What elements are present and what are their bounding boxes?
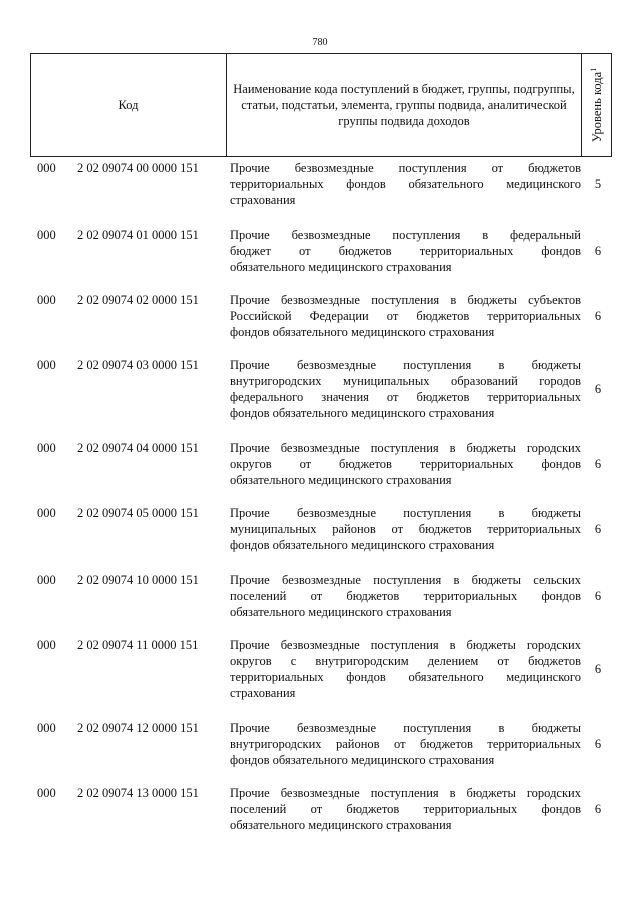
row-admin-code: 000 bbox=[37, 228, 56, 242]
row-code: 2 02 09074 00 0000 151 bbox=[77, 161, 199, 175]
row-level: 6 bbox=[594, 244, 602, 258]
table-row bbox=[30, 572, 612, 620]
row-name-line: Прочие безвозмездные поступления в бюджеты субъектов bbox=[230, 293, 581, 307]
row-name bbox=[230, 505, 581, 553]
table-row bbox=[30, 785, 612, 833]
row-level: 6 bbox=[594, 662, 602, 676]
row-admin-code: 000 bbox=[37, 358, 56, 372]
row-name-line: территориальных фондов обязательного медицинского bbox=[230, 177, 581, 191]
row-name bbox=[230, 440, 581, 488]
header-kod: Код bbox=[31, 54, 227, 156]
row-admin-code: 000 bbox=[37, 786, 56, 800]
row-name-line: внутригородских районов от бюджетов территориальных bbox=[230, 737, 581, 751]
row-admin-code: 000 bbox=[37, 293, 56, 307]
table-row bbox=[30, 720, 612, 768]
row-admin-code: 000 bbox=[37, 638, 56, 652]
row-level: 6 bbox=[594, 589, 602, 603]
row-name bbox=[230, 357, 581, 421]
row-name-line: муниципальных районов от бюджетов территориальных bbox=[230, 522, 581, 536]
row-name-line: страхования bbox=[230, 193, 296, 207]
row-code: 2 02 09074 02 0000 151 bbox=[77, 293, 199, 307]
row-level: 6 bbox=[594, 737, 602, 751]
row-name-line: поселений от бюджетов территориальных фондов bbox=[230, 589, 581, 603]
table-row bbox=[30, 637, 612, 701]
row-admin-code: 000 bbox=[37, 721, 56, 735]
row-name bbox=[230, 292, 581, 340]
header-name: Наименование кода поступлений в бюджет, группы, подгруппы, статьи, подстатьи, элемента, группы подвида, аналитической группы подвида доходов bbox=[227, 54, 582, 156]
row-name-line: фондов обязательного медицинского страхования bbox=[230, 753, 495, 767]
table-header bbox=[30, 53, 612, 157]
row-name-line: бюджет от бюджетов территориальных фондов bbox=[230, 244, 581, 258]
row-name-line: Прочие безвозмездные поступления в бюджеты городских bbox=[230, 441, 581, 455]
table-row bbox=[30, 160, 612, 208]
row-code: 2 02 09074 05 0000 151 bbox=[77, 506, 199, 520]
row-level: 6 bbox=[594, 802, 602, 816]
page-number: 780 bbox=[312, 37, 328, 48]
row-level: 6 bbox=[594, 457, 602, 471]
header-level-label: Уровень кода bbox=[589, 71, 604, 143]
row-name-line: Прочие безвозмездные поступления от бюджетов bbox=[230, 161, 581, 175]
table-row bbox=[30, 227, 612, 275]
row-name-line: поселений от бюджетов территориальных фондов bbox=[230, 802, 581, 816]
header-level-footnote: 1 bbox=[588, 67, 598, 72]
row-name-line: Прочие безвозмездные поступления в бюджеты bbox=[230, 721, 581, 735]
row-code: 2 02 09074 03 0000 151 bbox=[77, 358, 199, 372]
header-level bbox=[582, 54, 611, 156]
row-code: 2 02 09074 01 0000 151 bbox=[77, 228, 199, 242]
row-code: 2 02 09074 11 0000 151 bbox=[77, 638, 199, 652]
row-code: 2 02 09074 13 0000 151 bbox=[77, 786, 199, 800]
row-admin-code: 000 bbox=[37, 573, 56, 587]
table-row bbox=[30, 292, 612, 340]
table-row bbox=[30, 505, 612, 553]
row-name-line: федерального значения от бюджетов территориальных bbox=[230, 390, 581, 404]
row-name-line: страхования bbox=[230, 686, 296, 700]
row-level: 6 bbox=[594, 309, 602, 323]
row-name-line: обязательного медицинского страхования bbox=[230, 605, 452, 619]
row-name-line: Прочие безвозмездные поступления в федеральный bbox=[230, 228, 581, 242]
row-name-line: обязательного медицинского страхования bbox=[230, 473, 452, 487]
row-name-line: обязательного медицинского страхования bbox=[230, 818, 452, 832]
row-name bbox=[230, 720, 581, 768]
row-name-line: обязательного медицинского страхования bbox=[230, 260, 452, 274]
row-level: 6 bbox=[594, 382, 602, 396]
row-name-line: округов от бюджетов территориальных фондов bbox=[230, 457, 581, 471]
row-name-line: фондов обязательного медицинского страхования bbox=[230, 406, 495, 420]
row-code: 2 02 09074 12 0000 151 bbox=[77, 721, 199, 735]
table-row bbox=[30, 357, 612, 421]
row-name-line: Российской Федерации от бюджетов территориальных bbox=[230, 309, 581, 323]
row-name-line: Прочие безвозмездные поступления в бюджеты сельских bbox=[230, 573, 581, 587]
row-name-line: внутригородских муниципальных образований городов bbox=[230, 374, 581, 388]
row-admin-code: 000 bbox=[37, 161, 56, 175]
row-admin-code: 000 bbox=[37, 441, 56, 455]
row-name-line: Прочие безвозмездные поступления в бюджеты bbox=[230, 358, 581, 372]
row-code: 2 02 09074 10 0000 151 bbox=[77, 573, 199, 587]
row-name bbox=[230, 227, 581, 275]
row-name bbox=[230, 160, 581, 208]
row-name-line: фондов обязательного медицинского страхования bbox=[230, 538, 495, 552]
row-name-line: Прочие безвозмездные поступления в бюджеты городских bbox=[230, 638, 581, 652]
row-name-line: округов с внутригородским делением от бюджетов bbox=[230, 654, 581, 668]
row-admin-code: 000 bbox=[37, 506, 56, 520]
table-row bbox=[30, 440, 612, 488]
row-name-line: Прочие безвозмездные поступления в бюджеты bbox=[230, 506, 581, 520]
row-name bbox=[230, 572, 581, 620]
row-level: 5 bbox=[594, 177, 602, 191]
row-name-line: фондов обязательного медицинского страхования bbox=[230, 325, 495, 339]
row-code: 2 02 09074 04 0000 151 bbox=[77, 441, 199, 455]
row-name bbox=[230, 785, 581, 833]
row-name-line: территориальных фондов обязательного медицинского bbox=[230, 670, 581, 684]
row-name-line: Прочие безвозмездные поступления в бюджеты городских bbox=[230, 786, 581, 800]
row-name bbox=[230, 637, 581, 701]
row-level: 6 bbox=[594, 522, 602, 536]
